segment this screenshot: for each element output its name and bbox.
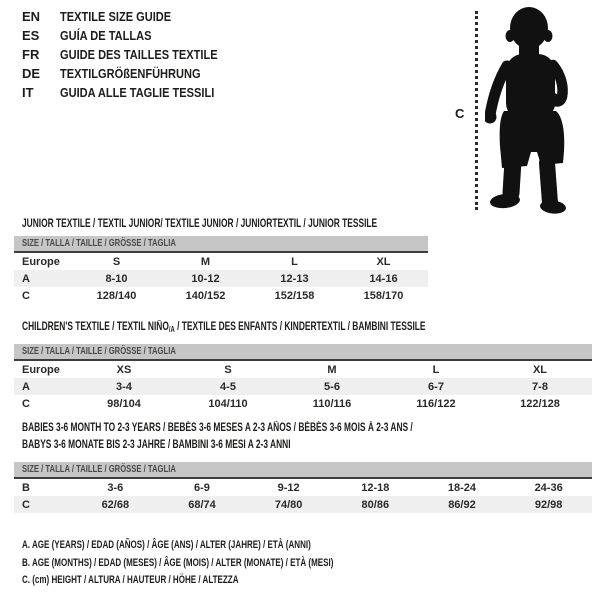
title-subscript: /A: [168, 325, 175, 334]
row-label: Europe: [22, 363, 60, 376]
row-label: C: [22, 397, 30, 410]
table-cell: XL: [376, 255, 391, 268]
table-row: [14, 253, 428, 270]
table-cell: 74/80: [274, 498, 303, 511]
language-row-fr: [22, 45, 245, 64]
table-cell: 86/92: [448, 498, 476, 511]
children-section-title: [22, 319, 575, 338]
table-row: [14, 378, 592, 395]
row-label: A: [22, 272, 30, 285]
footnote-c-text: C. (cm) HEIGHT / ALTURA / HAUTEUR / HÖHE / ALTEZZA: [22, 574, 239, 586]
language-title-list: [22, 7, 245, 102]
table-cell: 12-18: [361, 481, 390, 494]
language-row-de: [22, 64, 245, 83]
guide-title-en: TEXTILE SIZE GUIDE: [60, 9, 172, 24]
language-code: FR: [22, 47, 40, 62]
title-part: / TEXTILE DES ENFANTS / KINDERTEXTIL / BAMBINI TESSILE: [174, 321, 426, 333]
table-cell: M: [200, 255, 211, 268]
language-code: IT: [22, 85, 34, 100]
babies-size-table: [14, 462, 592, 513]
size-header-bar: [14, 236, 428, 253]
table-cell: 98/104: [107, 397, 141, 410]
table-cell: XS: [116, 363, 132, 376]
table-cell: 6-9: [194, 481, 210, 494]
table-cell: 24-36: [534, 481, 563, 494]
table-cell: 104/110: [208, 397, 248, 410]
size-header-text: SIZE / TALLA / TAILLE / GRÖSSE / TAGLIA: [22, 463, 176, 475]
table-cell: 116/122: [416, 397, 456, 410]
table-cell: 62/68: [101, 498, 130, 511]
table-cell: 14-16: [369, 272, 398, 285]
table-cell: 5-6: [324, 380, 340, 393]
footnote-b-text: B. AGE (MONTHS) / EDAD (MESES) / ÂGE (MOIS) / ALTER (MONATE) / ETÀ (MESI): [22, 556, 334, 569]
babies-section-title: [22, 420, 557, 454]
row-label: B: [22, 481, 30, 494]
table-row: [14, 496, 592, 513]
language-code: ES: [22, 28, 40, 43]
guide-title-es: GUÍA DE TALLAS: [60, 28, 152, 43]
language-code: EN: [22, 9, 41, 24]
table-cell: 152/158: [274, 289, 315, 302]
height-measure-label: C: [455, 106, 465, 121]
babies-title-line2: BABYS 3-6 MONATE BIS 2-3 JAHRE / BAMBINI 3-6 MESI A 2-3 ANNI: [22, 439, 291, 451]
table-cell: 128/140: [96, 289, 137, 302]
babies-title-line1: BABIES 3-6 MONTH TO 2-3 YEARS / BEBÉS 3-6 MESES A 2-3 AÑOS / BÉBÉS 3-6 MOIS À 2-3 ANS /: [22, 422, 413, 434]
table-cell: S: [224, 363, 232, 376]
table-cell: L: [432, 363, 440, 376]
table-cell: 140/152: [185, 289, 226, 302]
table-cell: M: [327, 363, 337, 376]
children-section-title-text: [22, 319, 426, 338]
table-cell: 7-8: [532, 380, 548, 393]
junior-size-table: [14, 236, 428, 304]
footnote-a: [22, 537, 449, 555]
table-cell: 8-10: [105, 272, 128, 285]
junior-section-title: [22, 216, 508, 233]
height-measure-dotted-line: [475, 11, 478, 210]
table-row: [14, 479, 592, 496]
table-row: [14, 361, 592, 378]
table-cell: 158/170: [363, 289, 404, 302]
row-label: C: [22, 289, 30, 302]
row-label: Europe: [22, 255, 60, 268]
table-row: [14, 270, 428, 287]
table-cell: 68/74: [188, 498, 216, 511]
language-row-it: [22, 83, 245, 102]
table-row: [14, 395, 592, 412]
table-cell: 9-12: [277, 481, 300, 494]
footnote-b: [22, 555, 449, 573]
table-cell: 12-13: [280, 272, 309, 285]
language-row-es: [22, 26, 245, 45]
table-cell: 10-12: [191, 272, 220, 285]
legend-footnotes: [22, 537, 449, 590]
table-cell: XL: [532, 363, 548, 376]
toddler-silhouette-icon: [485, 5, 600, 215]
size-header-text: SIZE / TALLA / TAILLE / GRÖSSE / TAGLIA: [22, 345, 176, 357]
table-cell: 3-6: [107, 481, 124, 494]
table-cell: 18-24: [447, 481, 477, 494]
children-size-table: [14, 344, 592, 412]
title-part: CHILDREN'S TEXTILE / TEXTIL NIÑO: [22, 321, 169, 333]
table-cell: L: [291, 255, 298, 268]
language-row-en: [22, 7, 245, 26]
guide-title-de: TEXTILGRÖßENFÜHRUNG: [60, 66, 201, 81]
guide-title-fr: GUIDE DES TAILLES TEXTILE: [60, 47, 218, 62]
size-header-text: SIZE / TALLA / TAILLE / GRÖSSE / TAGLIA: [22, 237, 176, 249]
footnote-a-text: A. AGE (YEARS) / EDAD (AÑOS) / ÂGE (ANS) / ALTER (JAHRE) / ETÀ (ANNI): [22, 539, 311, 551]
size-header-bar: [14, 344, 592, 361]
junior-section-title-text: JUNIOR TEXTILE / TEXTIL JUNIOR/ TEXTILE JUNIOR / JUNIORTEXTIL / JUNIOR TESSILE: [22, 218, 378, 230]
table-cell: 110/116: [312, 397, 352, 410]
table-cell: 4-5: [220, 380, 236, 393]
table-cell: 6-7: [428, 380, 444, 393]
table-row: [14, 287, 428, 304]
table-cell: 80/86: [361, 498, 390, 511]
language-code: DE: [22, 66, 41, 81]
table-cell: S: [112, 255, 121, 268]
row-label: C: [22, 498, 30, 511]
table-cell: 3-4: [116, 380, 132, 393]
table-cell: 122/128: [520, 397, 560, 410]
size-header-bar: [14, 462, 592, 479]
footnote-c: [22, 572, 449, 590]
row-label: A: [22, 380, 30, 393]
guide-title-it: GUIDA ALLE TAGLIE TESSILI: [60, 85, 215, 100]
table-cell: 92/98: [534, 498, 563, 511]
